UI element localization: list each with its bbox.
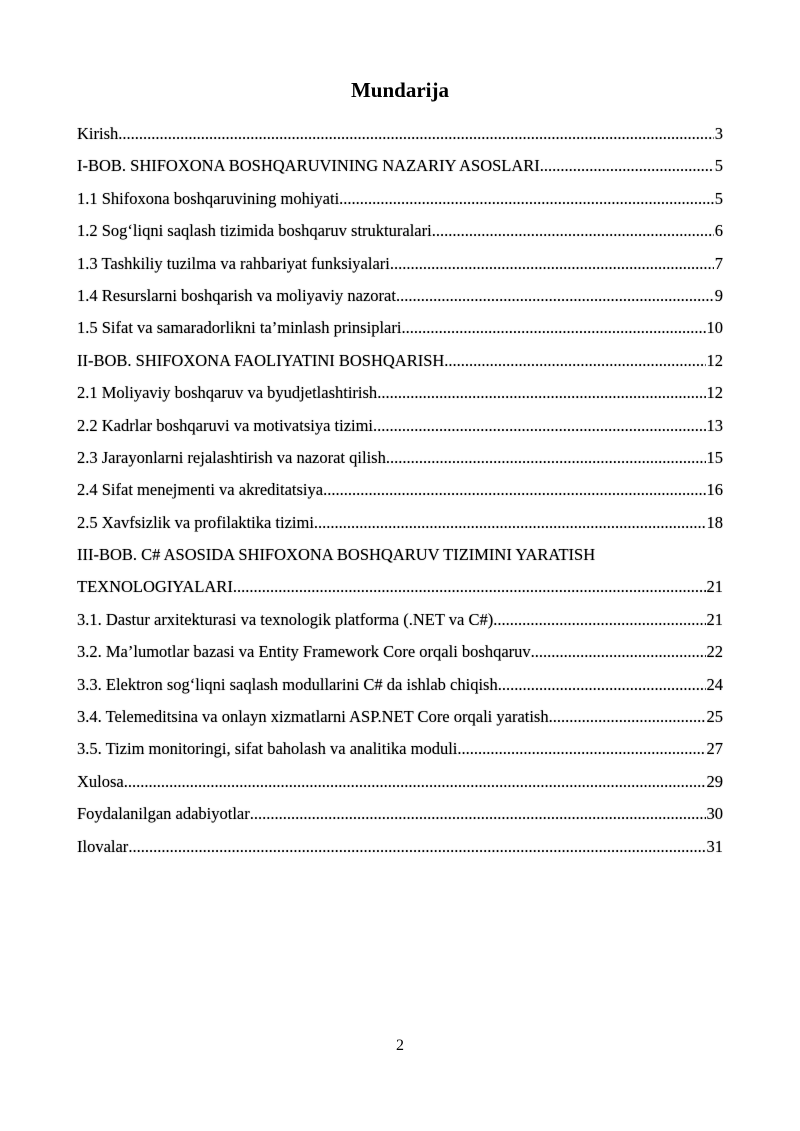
- toc-entry-page: 12: [706, 383, 723, 403]
- toc-leader-dots: [323, 474, 705, 506]
- toc-leader-dots: [457, 733, 705, 765]
- toc-leader-dots: [377, 377, 705, 409]
- toc-entry-label: Ilovalar: [77, 836, 129, 856]
- toc-leader-dots: [124, 766, 706, 798]
- toc-entry[interactable]: [77, 604, 723, 636]
- toc-leader-dots: [373, 410, 705, 442]
- toc-entry-label: Kirish: [77, 124, 119, 143]
- toc-entry[interactable]: [77, 248, 723, 280]
- toc-leader-dots: [444, 345, 705, 377]
- toc-entry[interactable]: [77, 507, 723, 539]
- toc-entry-label: 3.1. Dastur arxitekturasi va texnologik platforma (.NET va C#): [77, 609, 494, 629]
- toc-entry-heading-line[interactable]: [77, 539, 723, 571]
- toc-entry[interactable]: [77, 345, 723, 377]
- toc-entry[interactable]: [77, 410, 723, 442]
- toc-entry-page: 30: [706, 804, 723, 824]
- toc-entry-page: 15: [706, 447, 723, 467]
- toc-entry-page: 24: [706, 674, 723, 694]
- toc-entry[interactable]: [77, 150, 723, 182]
- toc-entry-page: 18: [706, 512, 723, 532]
- toc-entry-label: 1.3 Tashkiliy tuzilma va rahbariyat funksiyalari: [77, 253, 390, 273]
- toc-entry-page: 3: [714, 124, 723, 143]
- toc-entry-page: 25: [706, 707, 723, 727]
- toc-entry-label: Xulosa: [77, 771, 124, 791]
- toc-entry-label: 2.3 Jarayonlarni rejalashtirish va nazorat qilish: [77, 447, 386, 467]
- toc-leader-dots: [128, 831, 705, 863]
- toc-entry-label: 1.2 Sog‘liqni saqlash tizimida boshqaruv strukturalari: [77, 221, 432, 241]
- toc-leader-dots: [314, 507, 706, 539]
- toc-entry[interactable]: [77, 377, 723, 409]
- toc-leader-dots: [390, 248, 714, 280]
- toc-entry-page: 5: [714, 156, 723, 176]
- toc-entry[interactable]: [77, 312, 723, 344]
- toc-leader-dots: [118, 118, 714, 150]
- toc-leader-dots: [432, 215, 714, 247]
- toc-leader-dots: [498, 669, 706, 701]
- toc-entry-label: Foydalanilgan adabiyotlar: [77, 804, 250, 824]
- toc-entry-label: III-BOB. C# ASOSIDA SHIFOXONA BOSHQARUV TIZIMINI YARATISH: [77, 545, 596, 565]
- toc-leader-dots: [531, 636, 706, 668]
- toc-entry-page: 27: [706, 739, 723, 759]
- toc-entry-label: 3.3. Elektron sog‘liqni saqlash modullarini C# da ishlab chiqish: [77, 674, 498, 694]
- toc-leader-dots: [250, 798, 706, 830]
- toc-leader-dots: [493, 604, 705, 636]
- toc-entry-label: 1.4 Resurslarni boshqarish va moliyaviy nazorat: [77, 285, 396, 305]
- toc-entry-label: I-BOB. SHIFOXONA BOSHQARUVINING NAZARIY ASOSLARI: [77, 156, 540, 176]
- toc-entry[interactable]: [77, 831, 723, 863]
- toc-entry-page: 5: [714, 188, 723, 208]
- toc-entry-label: 2.4 Sifat menejmenti va akreditatsiya: [77, 480, 324, 500]
- toc-entry-page: 9: [714, 285, 723, 305]
- toc-entry-page: 29: [706, 771, 723, 791]
- toc-leader-dots: [339, 183, 714, 215]
- toc-entry-label: 3.2. Ma’lumotlar bazasi va Entity Framework Core orqali boshqaruv: [77, 642, 531, 662]
- toc-entry[interactable]: [77, 474, 723, 506]
- toc-entry-page: 21: [706, 577, 723, 597]
- toc-entry-label: 2.2 Kadrlar boshqaruvi va motivatsiya tizimi: [77, 415, 374, 435]
- toc-entry-label: 1.5 Sifat va samaradorlikni ta’minlash prinsiplari: [77, 318, 402, 338]
- toc-entry-page: 22: [706, 642, 723, 662]
- toc-entry-label: II-BOB. SHIFOXONA FAOLIYATINI BOSHQARISH: [77, 350, 445, 370]
- toc-entry-page: 21: [706, 609, 723, 629]
- toc-entry-label: 2.5 Xavfsizlik va profilaktika tizimi: [77, 512, 314, 532]
- toc-entry[interactable]: [77, 183, 723, 215]
- toc-entry[interactable]: [77, 766, 723, 798]
- toc-entry-page: 13: [706, 415, 723, 435]
- toc-leader-dots: [233, 571, 706, 603]
- toc-entry[interactable]: [77, 118, 723, 150]
- page-number: 2: [396, 1037, 404, 1054]
- toc-entry-page: 6: [714, 221, 723, 241]
- toc-leader-dots: [549, 701, 706, 733]
- toc-entry-page: 31: [706, 836, 723, 856]
- toc-title: Mundarija: [350, 78, 449, 102]
- toc-entry-label: 3.4. Telemeditsina va onlayn xizmatlarni ASP.NET Core orqali yaratish: [77, 707, 549, 727]
- toc-entry[interactable]: [77, 280, 723, 312]
- table-of-contents: [77, 118, 723, 863]
- toc-leader-dots: [396, 280, 714, 312]
- toc-entry[interactable]: [77, 733, 723, 765]
- toc-entry-page: 7: [714, 253, 723, 273]
- toc-entry[interactable]: [77, 669, 723, 701]
- toc-leader-dots: [386, 442, 706, 474]
- toc-entry-label: 3.5. Tizim monitoringi, sifat baholash va analitika moduli: [77, 739, 458, 759]
- toc-entry[interactable]: [77, 442, 723, 474]
- toc-entry[interactable]: [77, 571, 723, 603]
- toc-leader-dots: [401, 312, 705, 344]
- toc-leader-dots: [540, 150, 714, 182]
- toc-entry-label-continued: TEXNOLOGIYALARI: [77, 577, 233, 597]
- toc-entry[interactable]: [77, 215, 723, 247]
- toc-entry-label: 1.1 Shifoxona boshqaruvining mohiyati: [77, 188, 340, 208]
- toc-entry-page: 16: [706, 480, 723, 500]
- toc-entry-page: 10: [706, 318, 723, 338]
- toc-entry[interactable]: [77, 701, 723, 733]
- toc-entry[interactable]: [77, 798, 723, 830]
- toc-entry-page: 12: [706, 350, 723, 370]
- toc-entry-label: 2.1 Moliyaviy boshqaruv va byudjetlashtirish: [77, 383, 378, 403]
- toc-entry[interactable]: [77, 636, 723, 668]
